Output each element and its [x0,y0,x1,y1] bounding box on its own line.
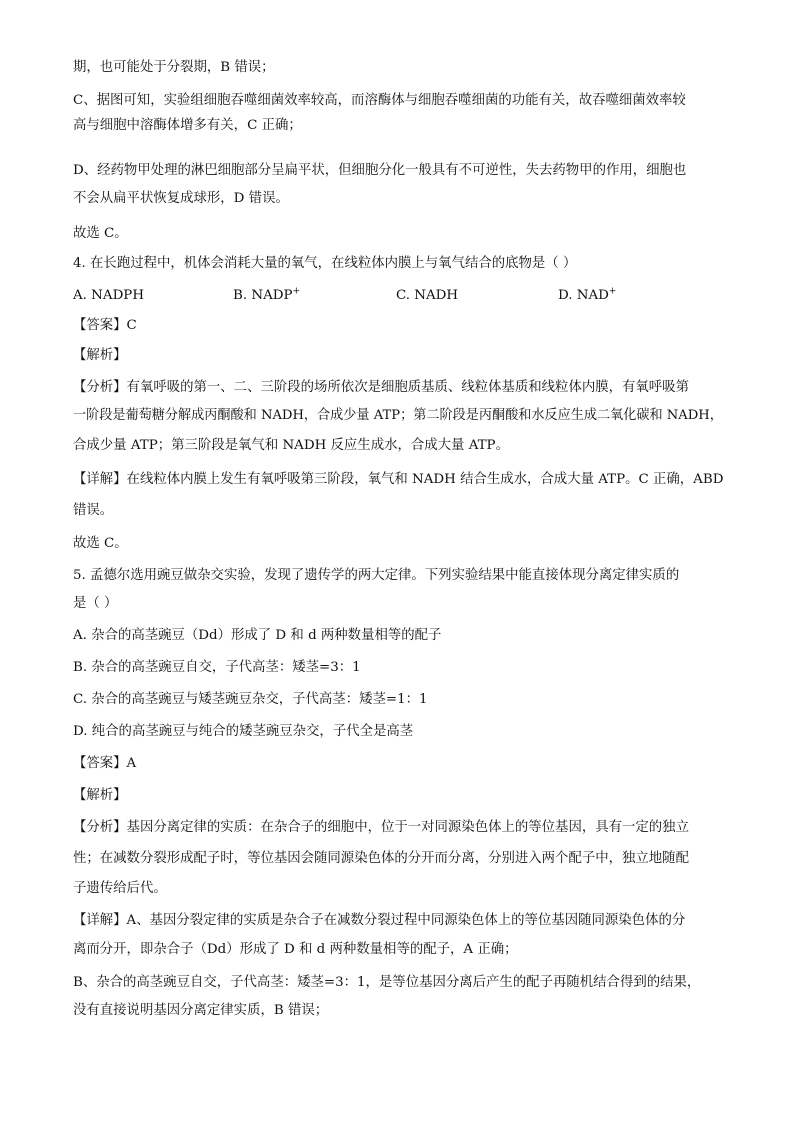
option-a: A. 杂合的高茎豌豆（Dd）形成了 D 和 d 两种数量相等的配子 [73,628,442,643]
text-line: 子遗传给后代。 [73,881,167,896]
text-line: 【详解】在线粒体内膜上发生有氧呼吸第三阶段，氧气和 NADH 结合生成水，合成大量 ATP。C 正确，ABD [73,472,724,487]
text-line: 错误。 [73,503,114,518]
analysis-heading: 【解析】 [73,348,127,363]
text-line: 【分析】有氧呼吸的第一、二、三阶段的场所依次是细胞质基质、线粒体基质和线粒体内膜，有氧呼吸第 [73,380,689,395]
text-line: 没有直接说明基因分离定律实质，B 错误； [73,1003,329,1018]
option-d-superscript: + [608,286,617,297]
analysis-heading: 【解析】 [73,788,127,803]
option-b-text: B. NADP [233,288,293,303]
option-d: D. 纯合的高茎豌豆与纯合的矮茎豌豆杂交，子代全是高茎 [73,724,414,739]
option-a: A. NADPH [73,288,144,303]
text-line: 不会从扁平状恢复成球形，D 错误。 [73,191,289,206]
question-4-options [73,286,723,306]
text-line: 故选 C。 [73,536,128,551]
question-5-stem-cont: 是（ ） [73,596,118,611]
option-c: C. NADH [396,288,459,303]
option-b-superscript: + [292,286,301,297]
text-line: 性；在减数分裂形成配子时，等位基因会随同源染色体的分开而分离，分别进入两个配子中，独立地随配 [73,851,689,866]
text-line: 【分析】基因分离定律的实质：在杂合子的细胞中，位于一对同源染色体上的等位基因，具有一定的独立 [73,820,689,835]
text-line: 高与细胞中溶酶体增多有关，C 正确； [73,118,302,133]
text-line: D、经药物甲处理的淋巴细胞部分呈扁平状，但细胞分化一般具有不可逆性，失去药物甲的作用，细胞也 [73,163,687,178]
text-line: 合成少量 ATP；第三阶段是氧气和 NADH 反应生成水，合成大量 ATP。 [73,438,509,453]
text-line: 期，也可能处于分裂期，B 错误； [73,60,275,75]
text-line: 一阶段是葡萄糖分解成丙酮酸和 NADH，合成少量 ATP；第二阶段是丙酮酸和水反应生成二氧化碳和 NADH， [73,408,723,423]
option-b [233,286,300,306]
option-d-text: D. NAD [558,288,609,303]
question-5-stem: 5. 孟德尔选用豌豆做杂交实验，发现了遗传学的两大定律。下列实验结果中能直接体现分离定律实质的 [73,568,680,583]
option-c: C. 杂合的高茎豌豆与矮茎豌豆杂交，子代高茎：矮茎=1：1 [73,692,428,707]
answer-label: 【答案】A [73,756,137,771]
text-line: B、杂合的高茎豌豆自交，子代高茎：矮茎=3：1，是等位基因分离后产生的配子再随机结合得到的结果， [73,975,701,990]
answer-label: 【答案】C [73,318,137,333]
text-line: 【详解】A、基因分裂定律的实质是杂合子在减数分裂过程中同源染色体上的等位基因随同源染色体的分 [73,913,686,928]
text-line: 故选 C。 [73,226,128,241]
text-line: 离而分开，即杂合子（Dd）形成了 D 和 d 两种数量相等的配子，A 正确； [73,942,518,957]
question-4-stem: 4. 在长跑过程中，机体会消耗大量的氧气，在线粒体内膜上与氧气结合的底物是（ ） [73,256,577,271]
text-line: C、据图可知，实验组细胞吞噬细菌效率较高，而溶酶体与细胞吞噬细菌的功能有关，故吞噬细菌效率较 [73,93,686,108]
option-d [558,286,616,306]
option-b: B. 杂合的高茎豌豆自交，子代高茎：矮茎=3：1 [73,660,361,675]
